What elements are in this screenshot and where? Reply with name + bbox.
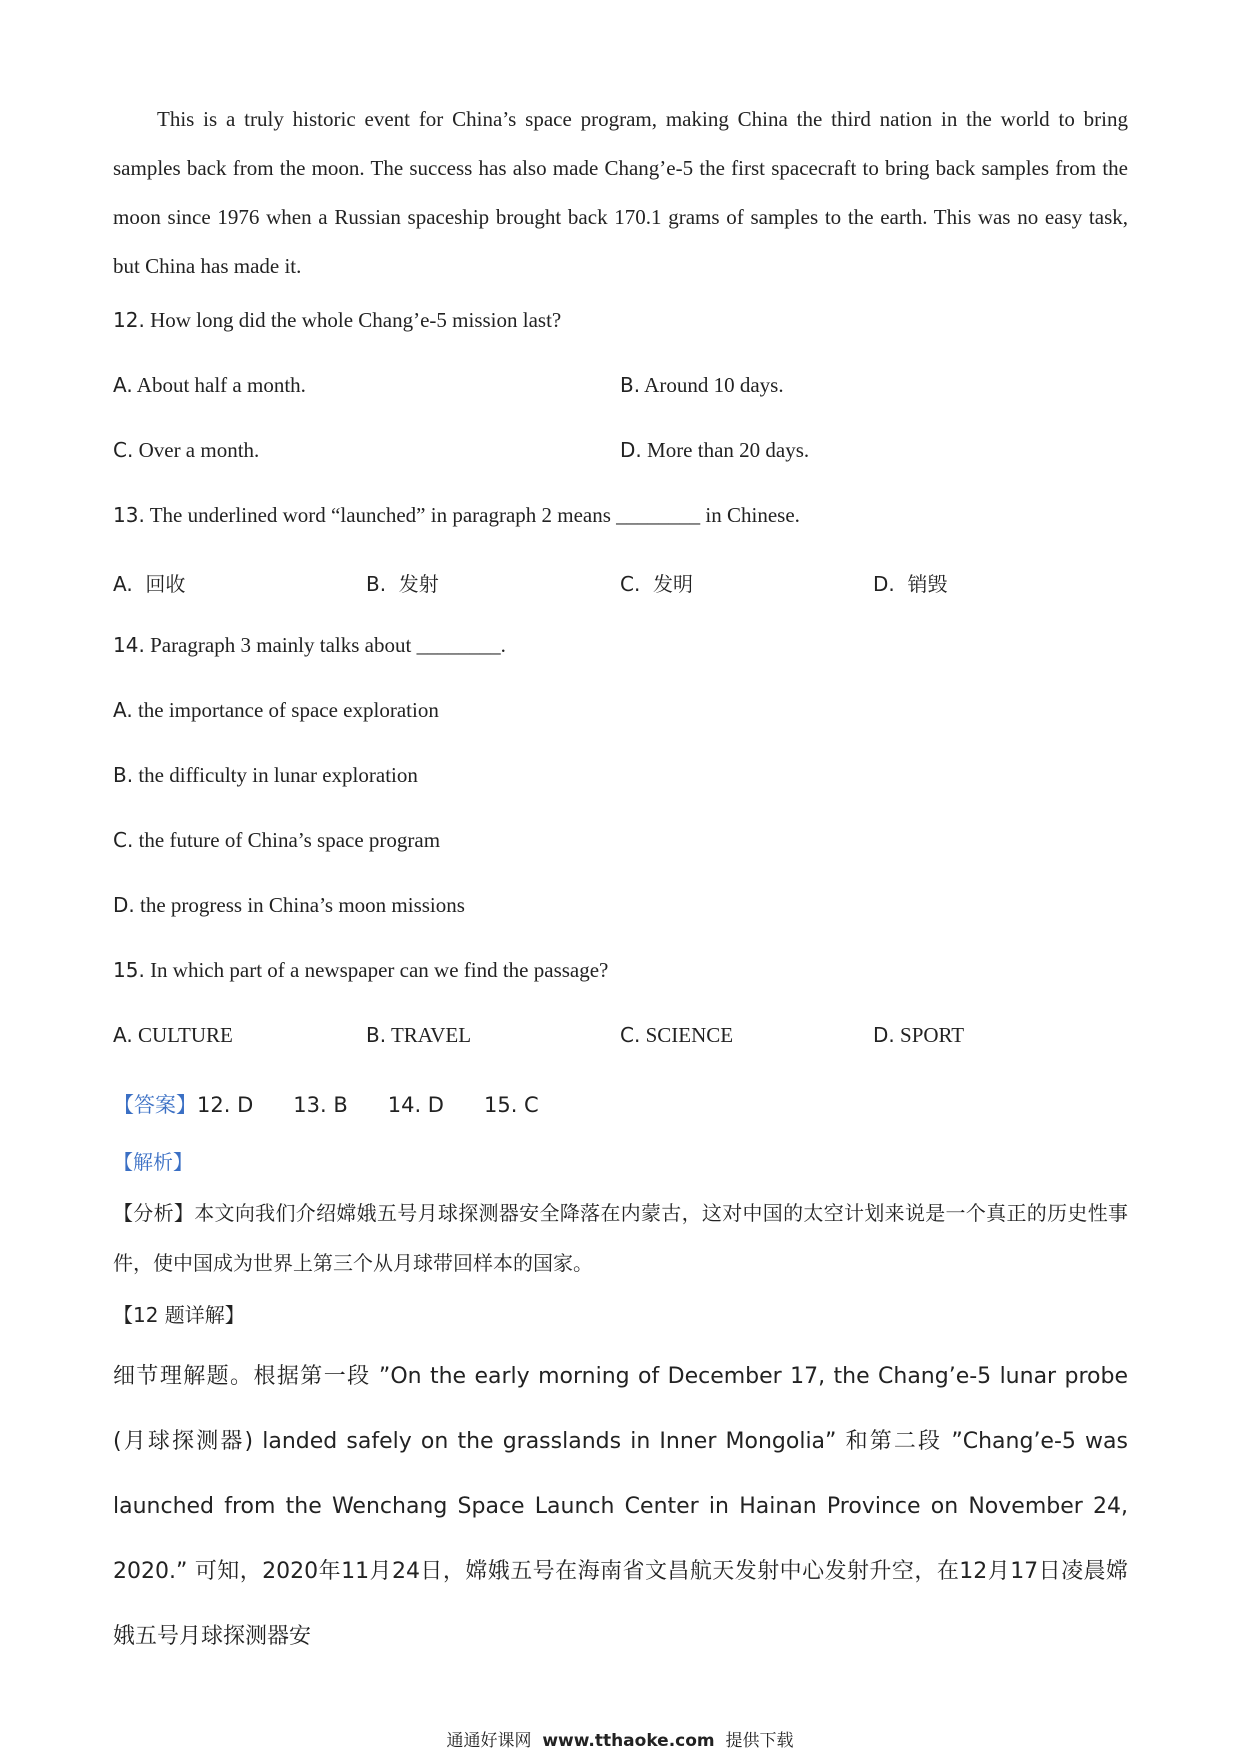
question-14-option-c: C. the future of China’s space program [113,828,441,852]
footer [0,1726,1240,1751]
question-14-stem: 14. Paragraph 3 mainly talks about ________. [113,633,506,657]
question-15-option-a: A. CULTURE [113,1023,233,1047]
detail-paragraph: 细节理解题。根据第一段 ”On the early morning of December 17, the Chang’e-5 lunar probe (月球探测器) landed safely on the grasslands in Inner Mongolia” 和第二段 ”Chang’e-5 was launched from the Wenchang Space Launch Center in Hainan Province on November 24, 2020.” 可知，2020年11月24日，嫦娥五号在海南省文昌航天发射中心发射升空，在12月17日凌晨嫦娥五号月球探测器安 [113,1364,1128,1649]
question-15-stem: 15. In which part of a newspaper can we find the passage? [113,958,609,982]
question-12-option-a: A. About half a month. [113,373,306,397]
question-13-option-a: A. 回收 [113,572,186,596]
footer-left: 通通好课网 [446,1731,532,1751]
analysis-label: 【解析】 [113,1150,193,1174]
answer-row [113,1089,579,1119]
question-12-option-c: C. Over a month. [113,438,260,462]
fenxi-paragraph [113,1188,1128,1288]
fenxi-text: 本文向我们介绍嫦娥五号月球探测器安全降落在内蒙古，这对中国的太空计划来说是一个真正的历史性事件，使中国成为世界上第三个从月球带回样本的国家。 [113,1201,1129,1275]
passage-paragraph: This is a truly historic event for China’s space program, making China the third nation in the world to bring samples back from the moon. The success has also made Chang’e-5 the first spacecraft to bring back samples from the moon since 1976 when a Russian spaceship brought back 170.1 grams of samples to the earth. This was no easy task, but China has made it. [113,107,1128,278]
question-14-option-d: D. the progress in China’s moon missions [113,893,465,917]
question-14-option-a: A. the importance of space exploration [113,698,439,722]
answer-item: 14. D [387,1093,444,1117]
question-14-option-b: B. the difficulty in lunar exploration [113,763,418,787]
footer-right: 提供下载 [725,1731,794,1751]
question-13-option-b: B. 发射 [366,572,439,596]
question-12-option-d: D. More than 20 days. [620,438,810,462]
answer-label: 【答案】 [113,1093,197,1117]
answer-item: 12. D [197,1093,254,1117]
question-12-option-b: B. Around 10 days. [620,373,784,397]
detail-label: 【12 题详解】 [113,1303,245,1327]
question-12-stem: 12. How long did the whole Chang’e-5 mission last? [113,308,562,332]
question-13-option-d: D. 销毁 [873,572,948,596]
fenxi-label: 【分析】 [113,1201,195,1225]
answer-item: 15. C [483,1093,539,1117]
question-15-option-c: C. SCIENCE [620,1023,734,1047]
question-15-option-d: D. SPORT [873,1023,965,1047]
answer-item: 13. B [293,1093,348,1117]
question-15-option-b: B. TRAVEL [366,1023,472,1047]
question-13-option-c: C. 发明 [620,572,694,596]
question-13-stem: 13. The underlined word “launched” in paragraph 2 means ________ in Chinese. [113,503,800,527]
footer-site: www.tthaoke.com [542,1731,715,1751]
